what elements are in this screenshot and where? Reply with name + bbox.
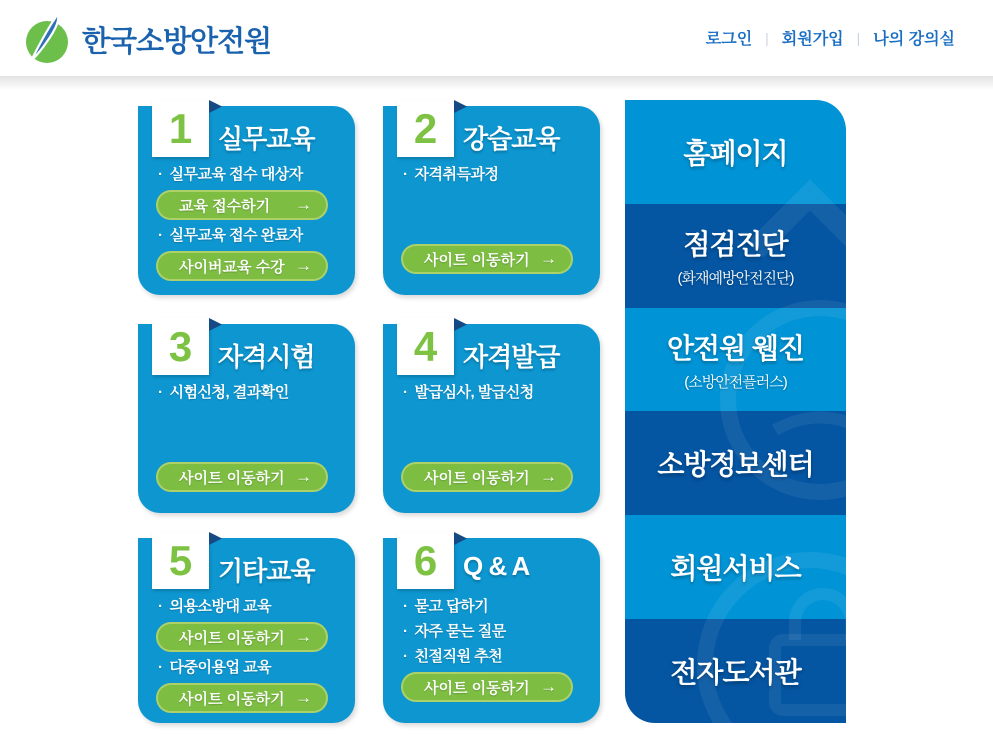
card-qna: [383, 538, 600, 723]
bullet-icon: ·: [403, 384, 408, 401]
join-link[interactable]: 회원가입: [781, 31, 844, 48]
sidebar-menu: [625, 100, 846, 723]
sidebar-item-homepage[interactable]: 홈페이지: [625, 100, 846, 204]
arrow-right-icon: →: [540, 467, 557, 486]
go-site-button[interactable]: 사이트 이동하기 →: [401, 462, 573, 492]
card-item: · 다중이용업 교육: [158, 659, 272, 676]
card-number-badge: 1: [152, 100, 209, 157]
logo[interactable]: [22, 13, 271, 65]
nav-divider: |: [856, 29, 861, 46]
card-number-badge: 6: [397, 532, 454, 589]
cyber-education-button[interactable]: 사이버교육 수강 →: [156, 251, 328, 281]
card-item: · 자격취득과정: [403, 166, 499, 183]
card-title: 자격시험: [218, 342, 315, 372]
arrow-right-icon: →: [540, 249, 557, 268]
card-item: · 실무교육 접수 완료자: [158, 227, 303, 244]
card-certificate-issue: [383, 324, 600, 513]
card-item: · 친절직원 추천: [403, 648, 503, 665]
card-number-badge: 3: [152, 318, 209, 375]
sidebar-item-e-library[interactable]: 전자도서관: [625, 619, 846, 723]
header: [0, 0, 993, 76]
card-item: · 의용소방대 교육: [158, 598, 272, 615]
card-practical-education: [138, 106, 355, 295]
register-education-button[interactable]: 교육 접수하기 →: [156, 190, 328, 220]
arrow-right-icon: →: [295, 467, 312, 486]
top-nav: [706, 26, 955, 49]
arrow-right-icon: →: [295, 627, 312, 646]
card-course-education: [383, 106, 600, 295]
arrow-right-icon: →: [295, 256, 312, 275]
arrow-right-icon: →: [295, 688, 312, 707]
card-item: · 묻고 답하기: [403, 598, 489, 615]
card-number-badge: 4: [397, 318, 454, 375]
card-title: 실무교육: [218, 124, 315, 154]
card-item: · 발급심사, 발급신청: [403, 384, 534, 401]
my-classroom-link[interactable]: 나의 강의실: [873, 31, 955, 48]
card-number-badge: 5: [152, 532, 209, 589]
sidebar-item-webzine[interactable]: 안전원 웹진 (소방안전플러스): [625, 308, 846, 412]
bullet-icon: ·: [158, 384, 163, 401]
fire-safety-logo-icon: [22, 13, 72, 65]
card-item: · 자주 묻는 질문: [403, 623, 506, 640]
go-site-button[interactable]: 사이트 이동하기 →: [401, 672, 573, 702]
card-title: 자격발급: [463, 342, 560, 372]
card-title: 강습교육: [463, 124, 560, 154]
bullet-icon: ·: [158, 598, 163, 615]
sidebar-item-inspection[interactable]: 점검진단 (화재예방안전진단): [625, 204, 846, 308]
go-site-button[interactable]: 사이트 이동하기 →: [156, 622, 328, 652]
bullet-icon: ·: [403, 598, 408, 615]
card-title: 기타교육: [218, 556, 315, 586]
arrow-right-icon: →: [540, 677, 557, 696]
go-site-button[interactable]: 사이트 이동하기 →: [401, 244, 573, 274]
card-title: Q & A: [463, 551, 530, 581]
go-site-button[interactable]: 사이트 이동하기 →: [156, 462, 328, 492]
login-link[interactable]: 로그인: [705, 31, 753, 48]
bullet-icon: ·: [158, 659, 163, 676]
arrow-right-icon: →: [295, 195, 312, 214]
card-qualification-exam: [138, 324, 355, 513]
sidebar-item-member-service[interactable]: 회원서비스: [625, 515, 846, 619]
card-other-education: [138, 538, 355, 723]
bullet-icon: ·: [403, 166, 408, 183]
logo-text: 한국소방안전원: [82, 25, 272, 58]
card-item: · 시험신청, 결과확인: [158, 384, 289, 401]
card-number-badge: 2: [397, 100, 454, 157]
bullet-icon: ·: [403, 623, 408, 640]
nav-divider: |: [765, 29, 769, 46]
bullet-icon: ·: [158, 227, 163, 244]
sidebar-item-fire-info-center[interactable]: 소방정보센터: [625, 411, 846, 515]
bullet-icon: ·: [158, 166, 163, 183]
card-item: · 실무교육 접수 대상자: [158, 166, 303, 183]
bullet-icon: ·: [403, 648, 408, 665]
go-site-button[interactable]: 사이트 이동하기 →: [156, 683, 328, 713]
